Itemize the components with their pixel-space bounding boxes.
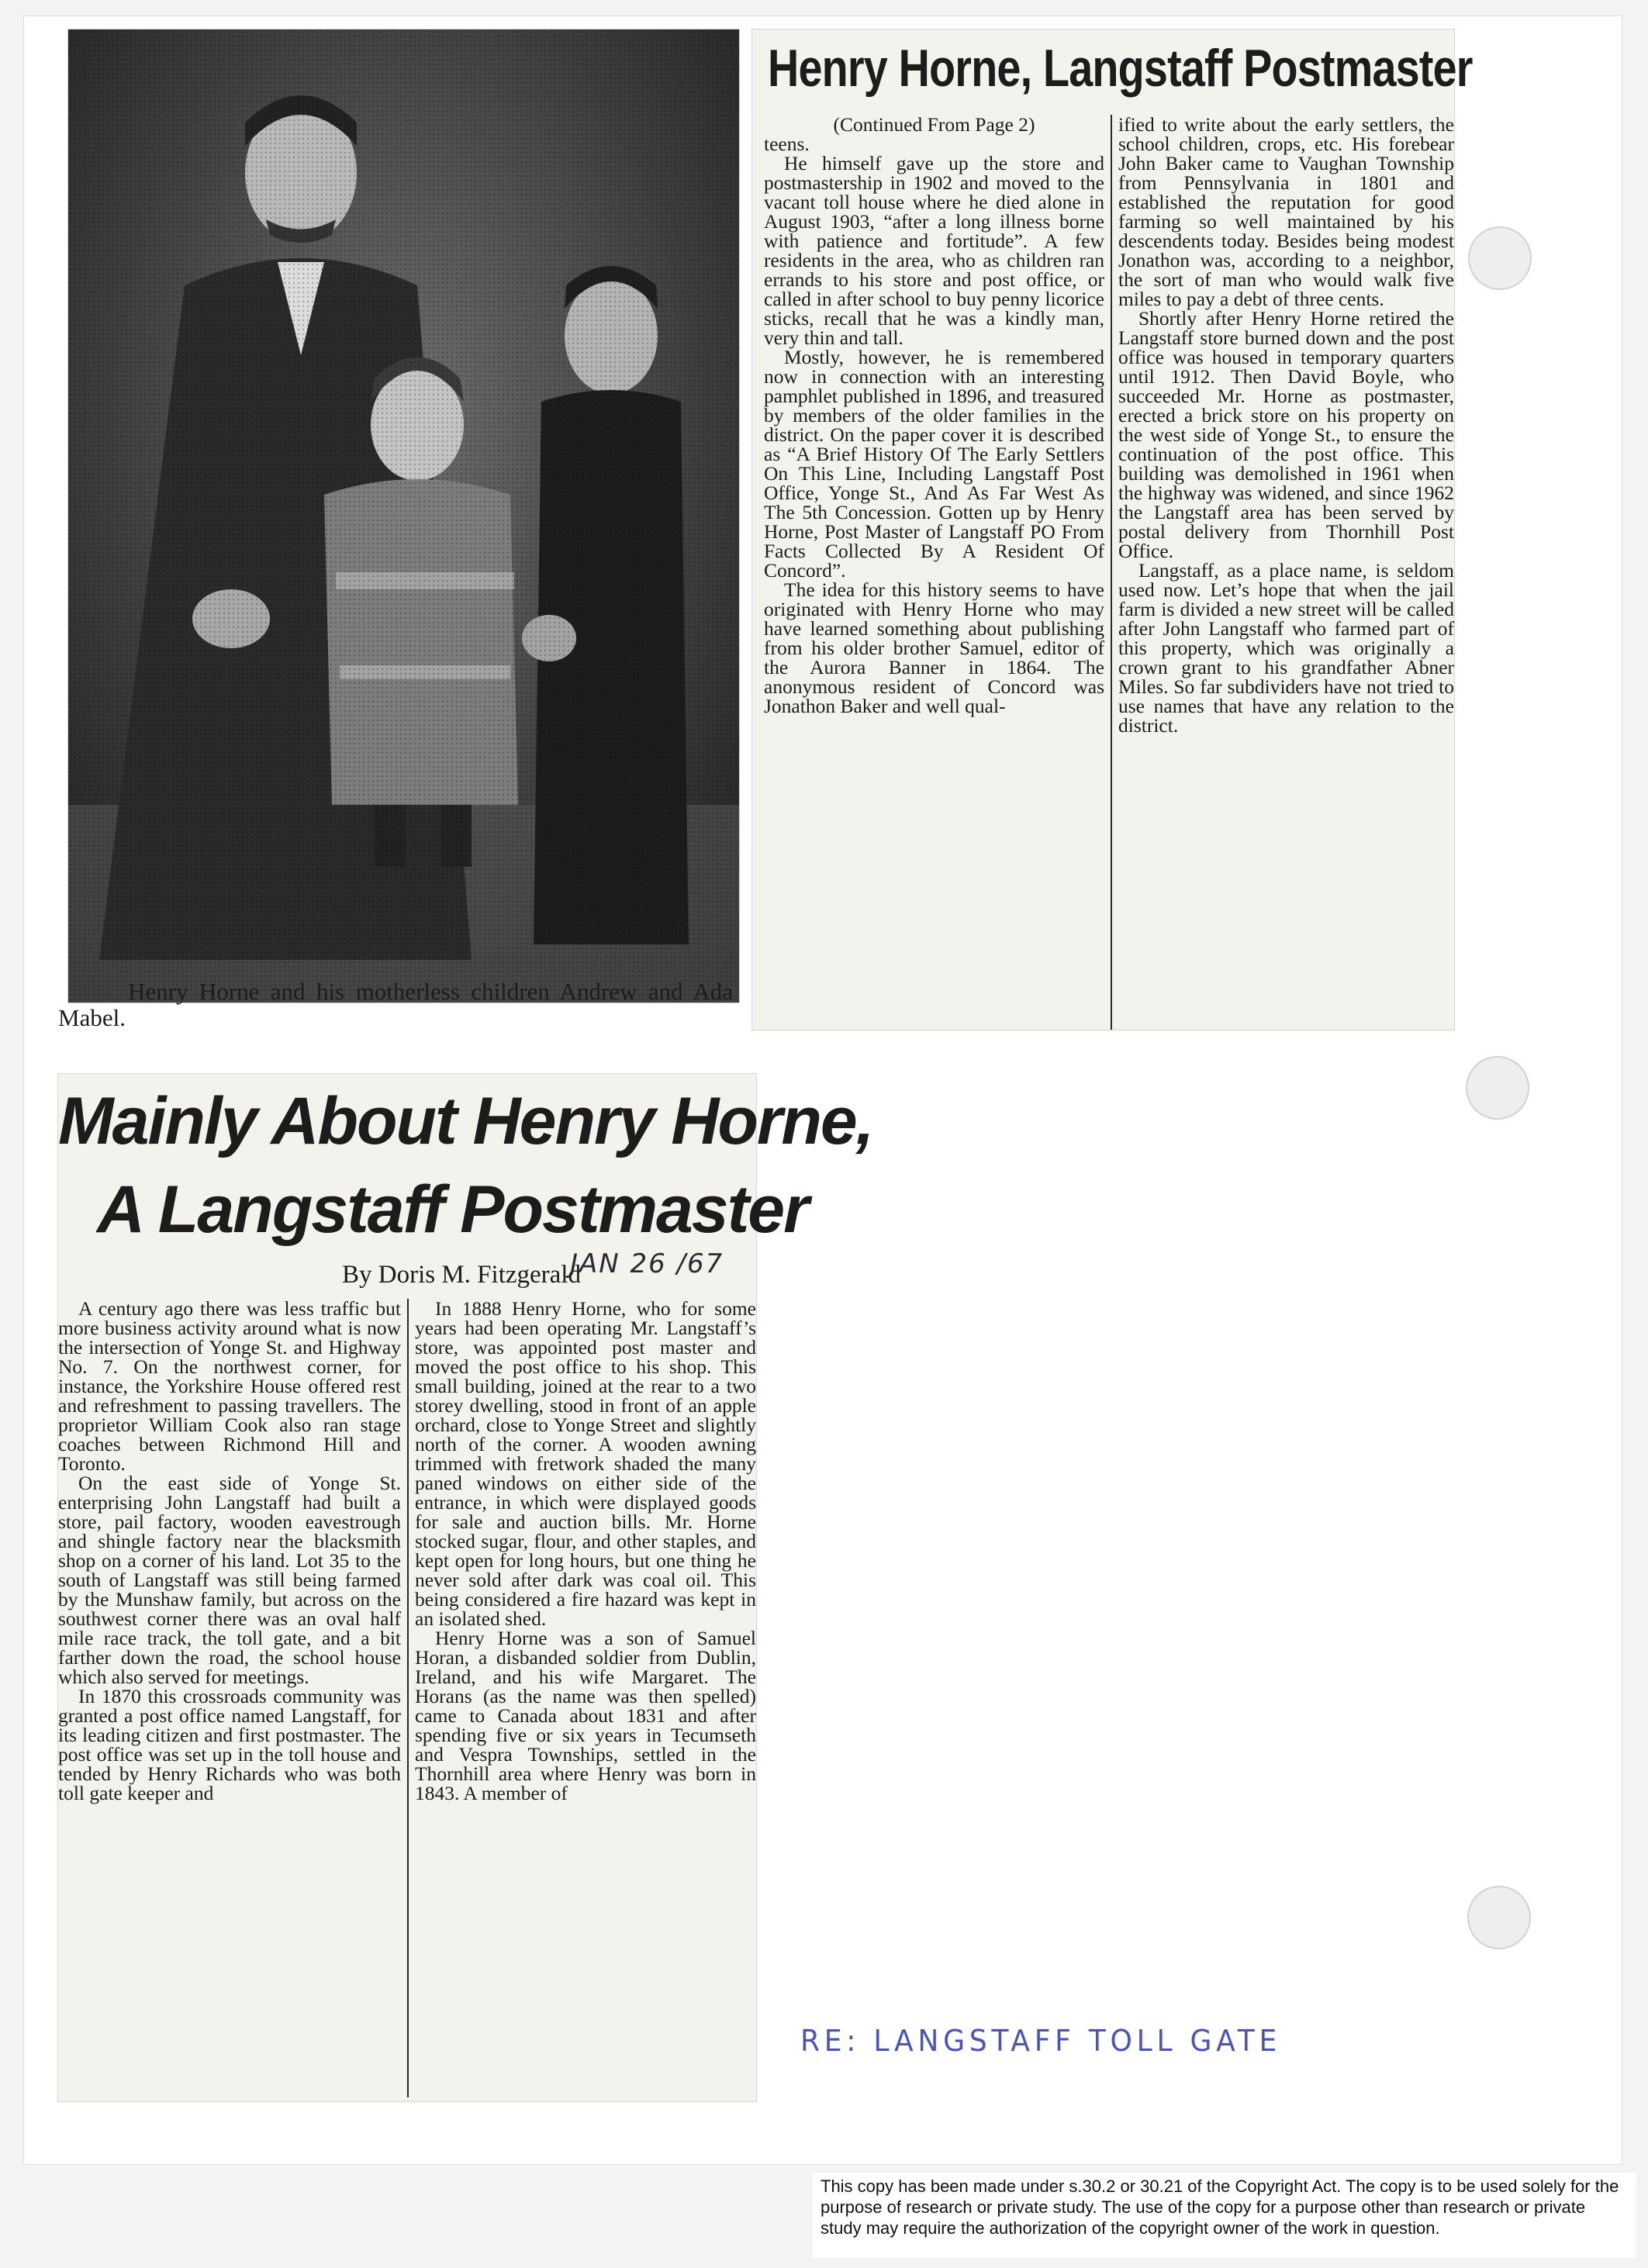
handwritten-note: RE: LANGSTAFF TOLL GATE [800, 2024, 1282, 2058]
paragraph: On the east side of Yonge St. enterprising John Langstaff had built a store, pail factory, wooden eavestrough and shingle factory near the blacksmith shop on a corner of his land. Lot 35 to the south of Langstaff was still being farmed by the Munshaw family, but across on the southwest corner there was an oval half mile race track, the toll gate, and a bit farther down the road, the school house which also served for meetings. [58, 1472, 401, 1688]
paragraph: The idea for this history seems to have originated with Henry Horne who may have learned something about publishing from his older brother Samuel, editor of the Aurora Banner in 1864. The anonymous resident of Concord was Jonathon Baker and well qual- [764, 578, 1104, 717]
paragraph: ified to write about the early settlers, the school children, crops, etc. His forebear John Baker came to Vaughan Township from Pennsylvania in 1801 and established the reputation for good farming so well maintained by his descendents today. Besides being modest Jonathon was, according to a neighbor, the sort of man who would walk five miles to pay a debt of three cents. [1118, 113, 1454, 310]
article-bottom-headline-line1: Mainly About Henry Horne, [58, 1084, 873, 1158]
article-bottom-column-2 [407, 1299, 756, 2097]
paragraph: Shortly after Henry Horne retired the Langstaff store burned down and the post office was housed in temporary quarters until 1912. Then David Boyle, who succeeded Mr. Horne as postmaster, erected a brick store on his property on the west side of Yonge St., to ensure the continuation of the post office. This building was demolished in 1961 when the highway was widened, and since 1962 the Langstaff area has been served by postal delivery from Thornhill Post Office. [1118, 307, 1454, 562]
continued-note: (Continued From Page 2) [833, 113, 1035, 136]
paragraph: In 1888 Henry Horne, who for some years had been operating Mr. Langstaff’s store, was appointed post master and moved the post office to his shop. This small building, joined at the rear to a two storey dwelling, stood in front of an apple orchard, close to Yonge Street and slightly north of the corner. A wooden awning trimmed with fretwork shaded the many paned windows on either side of the entrance, in which were displayed goods for sale and auction bills. Mr. Horne stocked sugar, flour, and other staples, and kept open for long hours, but one thing he never sold after dark was coal oil. This being considered a fire hazard was kept in an isolated shed. [415, 1297, 756, 1630]
article-top-columns [764, 115, 1454, 1030]
paragraph: A century ago there was less traffic but more business activity around what is now the intersection of Yonge St. and Highway No. 7. On the northwest corner, for instance, the Yorkshire House offered rest and refreshment to passing travellers. The proprietor William Cook also ran stage coaches between Richmond Hill and Toronto. [58, 1297, 401, 1475]
photo-caption: Henry Horne and his motherless children Andrew and Ada Mabel. [58, 978, 733, 1031]
binder-hole-top [1466, 1056, 1529, 1120]
photograph-image [68, 29, 739, 1003]
paragraph: Langstaff, as a place name, is seldom used now. Let’s hope that when the jail farm is divided a new street will be called after John Langstaff who farmed part of this property, which was originally a crown grant to his grandfather Abner Miles. So far subdividers have not tried to use names that have any relation to the district. [1118, 559, 1454, 737]
article-top-column-1 [764, 115, 1111, 1030]
paragraph: Mostly, however, he is remembered now in connection with an interesting pamphlet published in 1896, and treasured by members of the older families in the district. On the paper cover it is described as “A Brief History Of The Early Settlers On This Line, Including Langstaff Post Office, Yonge St., And As Far West As The 5th Concession. Gotten up by Henry Horne, Post Master of Langstaff PO From Facts Collected By A Resident Of Concord”. [764, 346, 1104, 582]
paragraph: In 1870 this crossroads community was granted a post office named Langstaff, for its leading citizen and first postmaster. The post office was set up in the toll house and tended by Henry Richards who was both toll gate keeper and [58, 1685, 401, 1804]
article-bottom-columns [58, 1299, 756, 2097]
paragraph: He himself gave up the store and postmastership in 1902 and moved to the vacant toll house where he died alone in August 1903, “after a long illness borne with patience and fortitude”. A few residents in the area, who as children ran errands to his store and post office, or called in after school to buy penny licorice sticks, recall that he was a kindly man, very thin and tall. [764, 152, 1104, 349]
handwritten-date: JAN 26 /67 [570, 1248, 724, 1279]
paragraph: Henry Horne was a son of Samuel Horan, a disbanded soldier from Dublin, Ireland, and his wife Margaret. The Horans (as the name was then spelled) came to Canada about 1831 and after spending five or six years in Tecumseth and Vespra Townships, settled in the Thornhill area where Henry was born in 1843. A member of [415, 1627, 756, 1804]
article-top [752, 29, 1473, 1030]
paragraph: teens. [764, 133, 810, 155]
article-top-column-2 [1111, 115, 1454, 1030]
binder-hole-middle [1467, 1886, 1531, 1949]
article-bottom [58, 1074, 873, 2101]
article-byline: By Doris M. Fitzgerald [342, 1261, 581, 1289]
article-bottom-headline-line2: A Langstaff Postmaster [97, 1172, 808, 1247]
copyright-notice: This copy has been made under s.30.2 or 30.21 of the Copyright Act. The copy is to be used solely for the purpose of research or private study. The use of the copy for a purpose other than research or private study may require the authorization of the copyright owner of the work in question. [813, 2173, 1636, 2258]
binder-hole-upper [1468, 226, 1532, 290]
family-photograph [68, 29, 739, 1003]
article-top-headline: Henry Horne, Langstaff Postmaster [768, 39, 1473, 98]
article-bottom-column-1 [58, 1299, 407, 2097]
